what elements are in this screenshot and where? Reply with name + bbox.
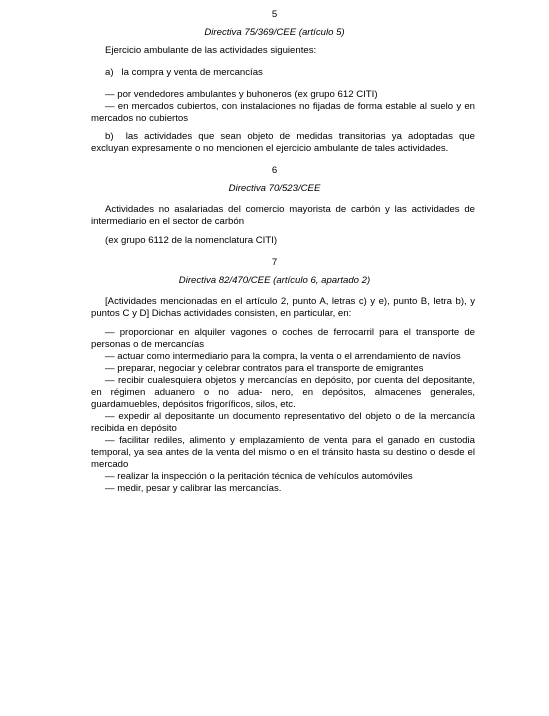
list-item: — proporcionar en alquiler vagones o coches de ferrocarril para el transporte de: [105, 327, 475, 338]
list-item-continuation: mercado: [91, 459, 129, 470]
list-item: — actuar como intermediario para la compra, la venta o el arrendamiento de navíos: [105, 351, 461, 362]
section-number: 6: [271, 165, 278, 176]
list-item-continuation: excluyan expresamente o no mencionen el ejercicio ambulante de tales actividades.: [91, 143, 449, 154]
section-number: 5: [271, 9, 278, 20]
list-item: a) la compra y venta de mercancías: [105, 67, 263, 78]
paragraph: Actividades no asalariadas del comercio mayorista de carbón y las actividades de: [105, 204, 475, 215]
list-item: — recibir cualesquiera objetos y mercancías en depósito, por cuenta del depositante,: [105, 375, 475, 386]
section-heading: Directiva 75/369/CEE (artículo 5): [204, 27, 345, 38]
paragraph: Ejercicio ambulante de las actividades siguientes:: [105, 45, 317, 56]
list-item-continuation: en régimen aduanero o no adua- nero, en depósitos, almacenes generales,: [91, 387, 475, 398]
list-item: — en mercados cubiertos, con instalaciones no fijadas de forma estable al suelo y en: [105, 101, 475, 112]
paragraph: (ex grupo 6112 de la nomenclatura CITI): [105, 235, 278, 246]
list-item: — medir, pesar y calibrar las mercancías.: [105, 483, 282, 494]
paragraph-continuation: intermediario en el sector de carbón: [91, 216, 245, 227]
list-item: — expedir al depositante un documento representativo del objeto o de la mercancía: [105, 411, 475, 422]
list-item: — preparar, negociar y celebrar contratos para el transporte de emigrantes: [105, 363, 424, 374]
section-heading: Directiva 82/470/CEE (artículo 6, apartado 2): [178, 275, 371, 286]
list-item-continuation: recibida en depósito: [91, 423, 177, 434]
paragraph-continuation: puntos C y D] Dichas actividades consisten, en particular, en:: [91, 308, 352, 319]
list-item: — realizar la inspección o la peritación técnica de vehículos automóviles: [105, 471, 413, 482]
list-item: b) las actividades que sean objeto de medidas transitorias ya adoptadas que: [105, 131, 475, 142]
list-item-continuation: personas o de mercancías: [91, 339, 205, 350]
section-heading: Directiva 70/523/CEE: [228, 183, 321, 194]
list-item-continuation: temporal, ya sea antes de la venta del mismo o en el tránsito hasta su destino o desde el: [91, 447, 475, 458]
list-item-continuation: guardamuebles, depósitos frigoríficos, silos, etc.: [91, 399, 296, 410]
list-item: — facilitar rediles, alimento y emplazamiento de venta para el ganado en custodia: [105, 435, 475, 446]
paragraph: [Actividades mencionadas en el artículo 2, punto A, letras c) y e), punto B, letra b), y: [105, 296, 475, 307]
section-number: 7: [271, 257, 278, 268]
list-item: — por vendedores ambulantes y buhoneros (ex grupo 612 CITI): [105, 89, 378, 100]
list-item-continuation: mercados no cubiertos: [91, 113, 189, 124]
